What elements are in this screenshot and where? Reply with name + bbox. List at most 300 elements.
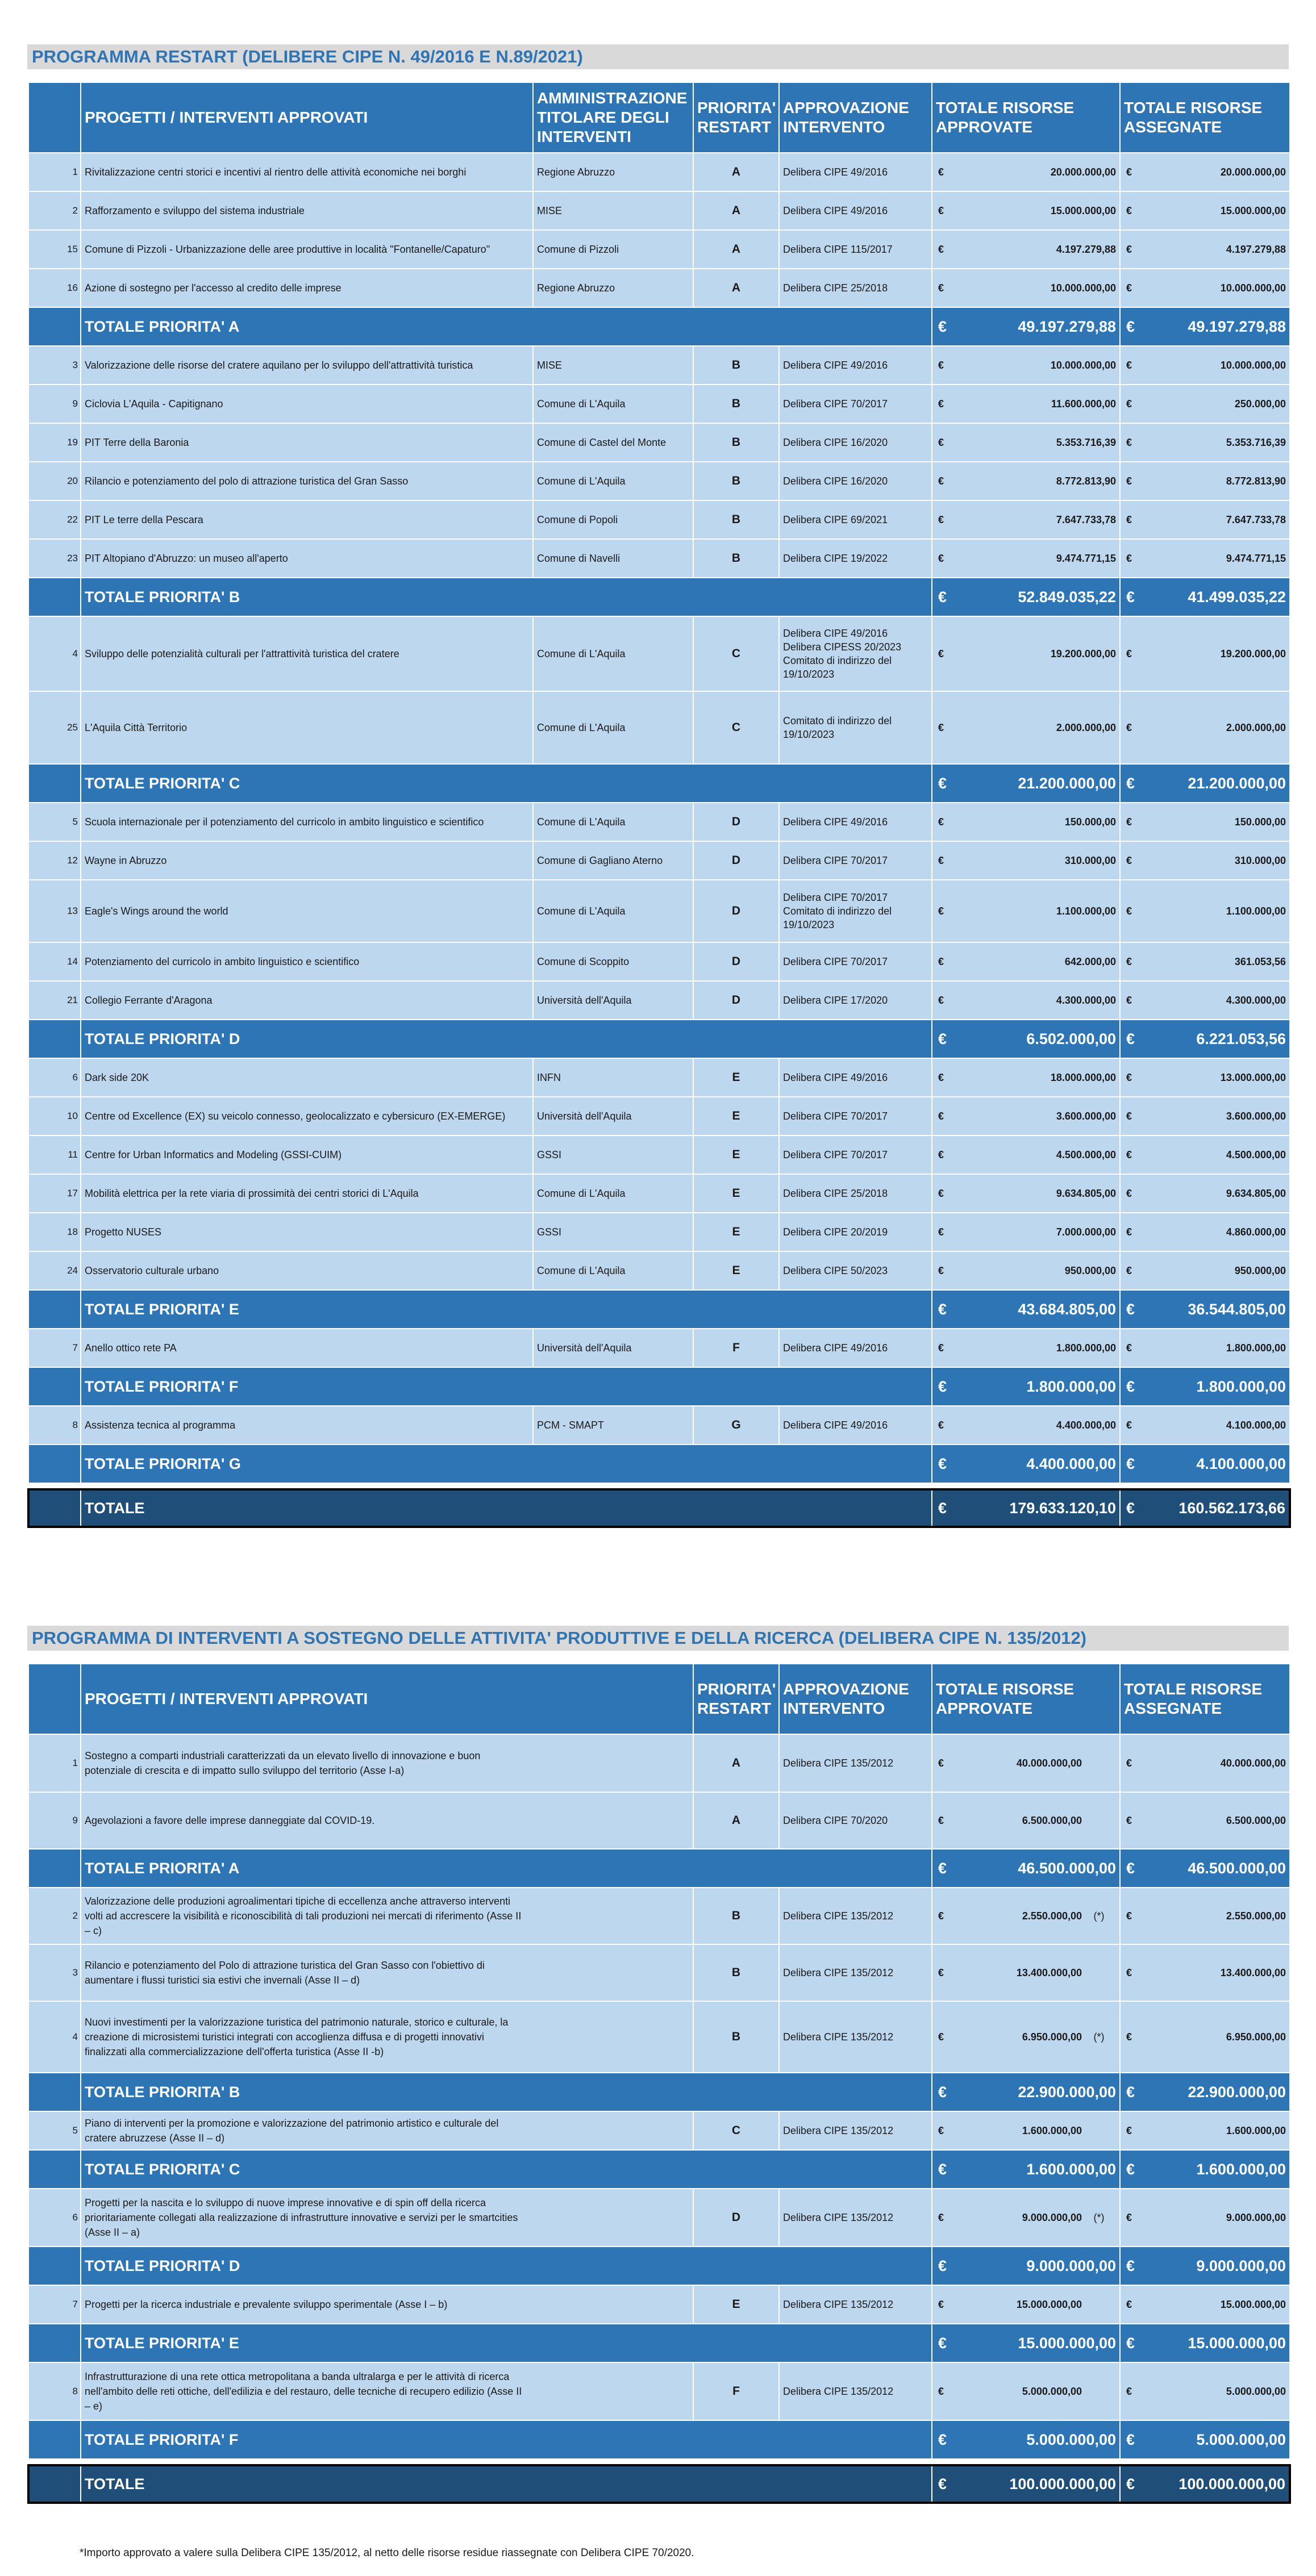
approved-cell-amount: 18.000.000,00 (1050, 1071, 1116, 1083)
approved-cell-wrap (936, 514, 1116, 526)
approved-cell-amount: 4.500.000,00 (1056, 1149, 1116, 1160)
assigned-cell (1120, 1944, 1290, 2001)
total-assigned-cell-wrap (1124, 588, 1286, 606)
total-approved-cell (932, 1444, 1120, 1483)
currency-symbol: € (938, 398, 944, 410)
assigned-cell-value-group (1226, 1342, 1286, 1354)
assigned-cell-value-group (1226, 995, 1286, 1007)
table-row (28, 803, 1290, 841)
assigned-cell-amount: 5.000.000,00 (1226, 2385, 1286, 2397)
currency-symbol: € (938, 1967, 944, 1978)
priority-code: C (693, 691, 779, 764)
currency-symbol: € (1126, 1967, 1132, 1978)
total-approved-cell-amount: 9.000.000,00 (1026, 2257, 1116, 2274)
row-number: 17 (28, 1174, 81, 1213)
grand-total-assigned-wrap (1124, 1500, 1285, 1517)
approved-cell-wrap (936, 1910, 1116, 1922)
currency-symbol: € (938, 2431, 947, 2448)
admin-name: Comune di L'Aquila (533, 616, 693, 691)
table-row (28, 1058, 1290, 1097)
approved-cell-value-group (1022, 1910, 1116, 1922)
total-approved-cell-value-group (1026, 2161, 1116, 2178)
table-row (28, 539, 1290, 578)
assigned-cell-wrap (1124, 648, 1286, 660)
priority-total-label: TOTALE PRIORITA' E (81, 2324, 932, 2362)
assigned-cell-value-group (1226, 244, 1286, 256)
total-approved-cell (932, 578, 1120, 616)
admin-name: Comune di L'Aquila (533, 1251, 693, 1290)
priority-code: A (693, 1734, 779, 1792)
productive-table (27, 1663, 1291, 2504)
approved-cell-amount: 310.000,00 (1064, 854, 1116, 866)
approved-cell (932, 462, 1120, 500)
table-row (28, 1406, 1290, 1444)
assigned-cell (1120, 841, 1290, 880)
grand-total-assigned-value-group (1178, 1500, 1285, 1517)
priority-total-label: TOTALE PRIORITA' E (81, 1290, 932, 1329)
row-number: 24 (28, 1251, 81, 1290)
currency-symbol: € (938, 1859, 947, 1877)
row-number: 8 (28, 2362, 81, 2420)
approved-cell-amount: 4.197.279,88 (1056, 243, 1116, 255)
total-assigned-cell-amount: 1.600.000,00 (1196, 2160, 1286, 2178)
approved-cell (932, 500, 1120, 539)
approved-cell-value-group (1051, 398, 1116, 410)
program-restart (27, 44, 1289, 1528)
assigned-cell-amount: 10.000.000,00 (1220, 359, 1286, 371)
grand-total-approved-wrap (936, 1500, 1116, 1517)
currency-symbol: € (938, 2334, 947, 2352)
assigned-cell-wrap (1124, 1188, 1286, 1200)
total-approved-cell (932, 2420, 1120, 2459)
currency-symbol: € (938, 2160, 947, 2178)
assigned-cell-value-group (1235, 855, 1286, 867)
approved-cell-wrap (936, 1188, 1116, 1200)
approved-cell-amount: 9.634.805,00 (1056, 1187, 1116, 1199)
approved-cell-value-group (1051, 648, 1116, 660)
approved-cell-amount: 20.000.000,00 (1050, 166, 1116, 178)
currency-symbol: € (938, 905, 944, 917)
priority-code: E (693, 2285, 779, 2324)
currency-symbol: € (1126, 513, 1132, 525)
total-approved-cell-amount: 52.849.035,22 (1018, 588, 1116, 606)
currency-symbol: € (1126, 398, 1132, 410)
approved-cell (932, 803, 1120, 841)
approved-cell-value-group (1022, 2386, 1116, 2398)
row-number: 9 (28, 385, 81, 423)
currency-symbol: € (1126, 2431, 1135, 2448)
approved-cell (932, 1944, 1120, 2001)
assigned-cell-value-group (1221, 205, 1286, 217)
grand-total-row (28, 2465, 1290, 2503)
priority-total-row (28, 764, 1290, 803)
table-row (28, 2362, 1290, 2420)
assigned-cell-amount: 9.634.805,00 (1226, 1187, 1286, 1199)
admin-name: Comune di Popoli (533, 500, 693, 539)
currency-symbol: € (1126, 166, 1132, 178)
assigned-cell-wrap (1124, 855, 1286, 867)
approved-cell-wrap (936, 1757, 1116, 1769)
assigned-cell (1120, 616, 1290, 691)
approval-ref: Delibera CIPE 135/2012 (779, 1888, 932, 1944)
assigned-cell-wrap (1124, 360, 1286, 371)
total-approved-cell-amount: 15.000.000,00 (1018, 2334, 1116, 2352)
program-restart-title: PROGRAMMA RESTART (DELIBERE CIPE N. 49/2016 E N.89/2021) (27, 44, 1289, 69)
project-name: Dark side 20K (81, 1058, 533, 1097)
approved-cell (932, 269, 1120, 307)
assigned-cell-value-group (1226, 905, 1286, 917)
currency-symbol: € (1126, 243, 1132, 255)
assigned-cell (1120, 1792, 1290, 1849)
table-row (28, 1329, 1290, 1367)
currency-symbol: € (938, 1149, 944, 1160)
total-approved-cell (932, 1290, 1120, 1329)
currency-symbol: € (938, 2298, 944, 2310)
header-approved: TOTALE RISORSE APPROVATE (932, 1664, 1120, 1734)
total-assigned-cell-amount: 22.900.000,00 (1188, 2083, 1286, 2101)
assigned-cell-wrap (1124, 2125, 1286, 2137)
total-spacer (28, 764, 81, 803)
assigned-cell-value-group (1226, 2031, 1286, 2043)
currency-symbol: € (938, 2083, 947, 2101)
approved-cell-value-group (1056, 553, 1116, 565)
approved-cell (932, 1251, 1120, 1290)
currency-symbol: € (1126, 2298, 1132, 2310)
approved-cell-amount: 2.550.000,00 (1022, 1910, 1082, 1922)
total-approved-cell-wrap (936, 1378, 1116, 1396)
total-approved-cell-wrap (936, 775, 1116, 792)
priority-total-label: TOTALE PRIORITA' D (81, 1020, 932, 1058)
assigned-cell-wrap (1124, 1419, 1286, 1431)
assigned-cell (1120, 500, 1290, 539)
grand-total-label: TOTALE (81, 2465, 932, 2503)
priority-code: F (693, 2362, 779, 2420)
admin-name: Comune di L'Aquila (533, 462, 693, 500)
approved-cell-value-group (1056, 905, 1116, 917)
approval-ref: Delibera CIPE 115/2017 (779, 230, 932, 269)
assigned-cell-wrap (1124, 816, 1286, 828)
assigned-cell-value-group (1221, 360, 1286, 371)
footnote-marker: (*) (1093, 2211, 1105, 2223)
project-name: Assistenza tecnica al programma (81, 1406, 533, 1444)
priority-code: A (693, 269, 779, 307)
total-spacer (28, 2324, 81, 2362)
currency-symbol: € (938, 1264, 944, 1276)
table-row (28, 1734, 1290, 1792)
admin-name: Comune di L'Aquila (533, 385, 693, 423)
row-number: 7 (28, 2285, 81, 2324)
assigned-cell-wrap (1124, 1110, 1286, 1122)
grand-total-assigned-wrap (1124, 2475, 1285, 2493)
currency-symbol: € (938, 721, 944, 733)
priority-total-row (28, 578, 1290, 616)
total-assigned-cell-amount: 41.499.035,22 (1188, 588, 1286, 606)
total-assigned-cell-value-group (1188, 775, 1286, 792)
currency-symbol: € (938, 816, 944, 828)
approved-cell-wrap (936, 1072, 1116, 1084)
currency-symbol: € (1126, 1071, 1132, 1083)
approved-cell-amount: 2.000.000,00 (1056, 721, 1116, 733)
currency-symbol: € (938, 2211, 944, 2223)
approval-ref: Delibera CIPE 135/2012 (779, 2111, 932, 2150)
total-approved-cell (932, 764, 1120, 803)
assigned-cell-amount: 9.000.000,00 (1226, 2211, 1286, 2223)
assigned-cell-wrap (1124, 1910, 1286, 1922)
total-approved-cell-amount: 46.500.000,00 (1018, 1859, 1116, 1877)
table-row (28, 423, 1290, 462)
approved-cell-wrap (936, 648, 1116, 660)
currency-symbol: € (938, 1342, 944, 1354)
approved-cell (932, 230, 1120, 269)
assigned-cell-wrap (1124, 1149, 1286, 1161)
project-name: Comune di Pizzoli - Urbanizzazione delle aree produttive in località "Fontanelle/Capaturo" (81, 230, 533, 269)
currency-symbol: € (1126, 2211, 1132, 2223)
assigned-cell (1120, 1135, 1290, 1174)
currency-symbol: € (1126, 1757, 1132, 1769)
total-assigned-cell (1120, 764, 1290, 803)
assigned-cell-value-group (1226, 2386, 1286, 2398)
row-number: 1 (28, 1734, 81, 1792)
total-assigned-cell (1120, 1444, 1290, 1483)
total-approved-cell-wrap (936, 2161, 1116, 2178)
admin-name: PCM - SMAPT (533, 1406, 693, 1444)
approval-ref: Delibera CIPE 16/2020 (779, 462, 932, 500)
row-number: 4 (28, 616, 81, 691)
approved-cell-value-group (1051, 1072, 1116, 1084)
total-approved-cell-amount: 21.200.000,00 (1018, 774, 1116, 792)
assigned-cell (1120, 1329, 1290, 1367)
assigned-cell (1120, 1174, 1290, 1213)
approved-cell-value-group (1022, 2031, 1116, 2043)
total-approved-cell (932, 2073, 1120, 2111)
assigned-cell-value-group (1226, 1226, 1286, 1238)
assigned-cell (1120, 880, 1290, 942)
assigned-cell-value-group (1221, 282, 1286, 294)
approved-cell (932, 1792, 1120, 1849)
assigned-cell-wrap (1124, 956, 1286, 968)
total-assigned-cell-value-group (1196, 1030, 1286, 1048)
table-row (28, 1944, 1290, 2001)
approved-cell-amount: 9.000.000,00 (1022, 2211, 1082, 2223)
currency-symbol: € (1126, 1455, 1135, 1472)
currency-symbol: € (938, 1377, 947, 1395)
footnote: *Importo approvato a valere sulla Delibera CIPE 135/2012, al netto delle risorse residue riassegnate con Delibera CIPE 70/2020. (80, 2547, 694, 2559)
header-number (28, 82, 81, 153)
total-approved-cell-amount: 49.197.279,88 (1018, 318, 1116, 335)
approved-cell-value-group (1056, 1342, 1116, 1354)
currency-symbol: € (938, 2031, 944, 2043)
project-name: Wayne in Abruzzo (81, 841, 533, 880)
approved-cell-value-group (1056, 514, 1116, 526)
approved-cell (932, 942, 1120, 981)
total-assigned-cell-wrap (1124, 1378, 1286, 1396)
approved-cell-amount: 4.400.000,00 (1056, 1419, 1116, 1431)
header-assigned: TOTALE RISORSE ASSEGNATE (1120, 82, 1290, 153)
assigned-cell (1120, 539, 1290, 578)
approved-cell (932, 1734, 1120, 1792)
admin-name: Università dell'Aquila (533, 981, 693, 1020)
total-assigned-cell-amount: 15.000.000,00 (1188, 2334, 1286, 2352)
total-spacer (28, 2150, 81, 2189)
assigned-cell-value-group (1235, 956, 1286, 968)
header-project: PROGETTI / INTERVENTI APPROVATI (81, 1664, 693, 1734)
header-approval: APPROVAZIONE INTERVENTO (779, 1664, 932, 1734)
admin-name: Comune di Navelli (533, 539, 693, 578)
assigned-cell-amount: 20.000.000,00 (1220, 166, 1286, 178)
approval-ref: Delibera CIPE 25/2018 (779, 269, 932, 307)
approved-cell-amount: 40.000.000,00 (1016, 1757, 1082, 1769)
project-name: Ciclovia L'Aquila - Capitignano (81, 385, 533, 423)
table-row (28, 1792, 1290, 1849)
admin-name: Università dell'Aquila (533, 1097, 693, 1135)
total-assigned-cell-amount: 49.197.279,88 (1188, 318, 1286, 335)
total-spacer (28, 307, 81, 346)
assigned-cell (1120, 153, 1290, 191)
approved-cell-amount: 8.772.813,90 (1056, 475, 1116, 487)
approved-cell-wrap (936, 1226, 1116, 1238)
total-approved-cell-wrap (936, 2084, 1116, 2101)
currency-symbol: € (938, 1187, 944, 1199)
approved-cell (932, 1888, 1120, 1944)
assigned-cell-value-group (1226, 514, 1286, 526)
total-approved-cell-wrap (936, 2335, 1116, 2352)
total-approved-cell-amount: 43.684.805,00 (1018, 1300, 1116, 1318)
assigned-cell-value-group (1226, 553, 1286, 565)
total-approved-cell-wrap (936, 588, 1116, 606)
assigned-cell-value-group (1235, 1265, 1286, 1277)
assigned-cell (1120, 423, 1290, 462)
project-name: Rilancio e potenziamento del polo di attrazione turistica del Gran Sasso (81, 462, 533, 500)
total-approved-cell-amount: 1.800.000,00 (1026, 1377, 1116, 1395)
assigned-cell (1120, 1097, 1290, 1135)
approval-ref: Delibera CIPE 49/2016 (779, 153, 932, 191)
assigned-cell-wrap (1124, 2212, 1286, 2224)
row-number: 5 (28, 803, 81, 841)
approval-ref: Delibera CIPE 70/2017 (779, 942, 932, 981)
total-approved-cell-value-group (1018, 588, 1116, 606)
row-number: 19 (28, 423, 81, 462)
total-assigned-cell-amount: 5.000.000,00 (1196, 2431, 1286, 2448)
currency-symbol: € (938, 2475, 947, 2493)
assigned-cell-amount: 9.474.771,15 (1226, 552, 1286, 564)
restart-table (27, 82, 1291, 1528)
approved-cell-value-group (1056, 1188, 1116, 1200)
row-number: 20 (28, 462, 81, 500)
priority-code: A (693, 1792, 779, 1849)
total-spacer (28, 1290, 81, 1329)
currency-symbol: € (1126, 1342, 1132, 1354)
currency-symbol: € (1126, 2475, 1135, 2493)
currency-symbol: € (1126, 1149, 1132, 1160)
assigned-cell-wrap (1124, 1967, 1286, 1979)
currency-symbol: € (1126, 1499, 1135, 1517)
assigned-cell (1120, 1251, 1290, 1290)
project-name: Anello ottico rete PA (81, 1329, 533, 1367)
grand-total-approved-wrap (936, 2475, 1116, 2493)
approved-cell-value-group (1065, 816, 1116, 828)
approved-cell-value-group (1017, 1757, 1116, 1769)
assigned-cell-wrap (1124, 1815, 1286, 1827)
table-row (28, 1097, 1290, 1135)
assigned-cell-amount: 15.000.000,00 (1220, 2298, 1286, 2310)
assigned-cell-amount: 15.000.000,00 (1220, 204, 1286, 216)
assigned-cell-amount: 6.500.000,00 (1226, 1814, 1286, 1826)
approval-ref: Delibera CIPE 16/2020 (779, 423, 932, 462)
approved-cell-amount: 15.000.000,00 (1016, 2298, 1082, 2310)
row-number: 25 (28, 691, 81, 764)
approved-cell (932, 1058, 1120, 1097)
approved-cell (932, 841, 1120, 880)
approved-cell (932, 385, 1120, 423)
spacer-row (28, 1483, 1290, 1489)
row-number: 18 (28, 1213, 81, 1251)
project-name: PIT Altopiano d'Abruzzo: un museo all'aperto (81, 539, 533, 578)
project-name: Progetti per la ricerca industriale e prevalente sviluppo sperimentale (Asse I – b) (81, 2285, 693, 2324)
approved-cell-value-group (1056, 437, 1116, 449)
priority-code: D (693, 803, 779, 841)
approved-cell (932, 2111, 1120, 2150)
approved-cell-amount: 11.600.000,00 (1051, 398, 1116, 410)
priority-code: D (693, 880, 779, 942)
assigned-cell-value-group (1226, 722, 1286, 734)
currency-symbol: € (938, 1071, 944, 1083)
currency-symbol: € (1126, 1300, 1135, 1318)
currency-symbol: € (938, 955, 944, 967)
total-assigned-cell-value-group (1188, 588, 1286, 606)
assigned-cell (1120, 230, 1290, 269)
currency-symbol: € (1126, 648, 1132, 659)
assigned-cell-amount: 13.400.000,00 (1220, 1967, 1286, 1978)
project-name: Mobilità elettrica per la rete viaria di prossimità dei centri storici di L'Aquila (81, 1174, 533, 1213)
approval-ref: Delibera CIPE 69/2021 (779, 500, 932, 539)
approved-cell-wrap (936, 722, 1116, 734)
row-number: 14 (28, 942, 81, 981)
approved-cell (932, 616, 1120, 691)
assigned-cell-wrap (1124, 905, 1286, 917)
approved-cell-value-group (1022, 1815, 1116, 1827)
total-approved-cell-wrap (936, 2431, 1116, 2449)
approved-cell-wrap (936, 2212, 1116, 2224)
project-name: Rivitalizzazione centri storici e incentivi al rientro delle attività economiche nei borghi (81, 153, 533, 191)
currency-symbol: € (938, 282, 944, 294)
row-number: 1 (28, 153, 81, 191)
approved-cell-wrap (936, 553, 1116, 565)
currency-symbol: € (938, 318, 947, 335)
total-assigned-cell (1120, 1367, 1290, 1406)
total-spacer (28, 2073, 81, 2111)
project-name: Progetti per la nascita e lo sviluppo di nuove imprese innovative e di spin off della ricerca prioritariamente collegati alla realizzazione di infrastrutture innovative e servizi per le smartcities (Asse II – a) (81, 2189, 693, 2247)
grand-total-approved-amount: 179.633.120,10 (1009, 1499, 1116, 1517)
currency-symbol: € (1126, 1859, 1135, 1877)
currency-symbol: € (938, 1226, 944, 1238)
approved-cell-wrap (936, 398, 1116, 410)
approved-cell-value-group (1056, 722, 1116, 734)
currency-symbol: € (938, 513, 944, 525)
approval-ref: Delibera CIPE 49/2016 (779, 803, 932, 841)
project-name: Piano di interventi per la promozione e valorizzazione del patrimonio artistico e culturale del cratere abruzzese (Asse II – d) (81, 2111, 693, 2150)
approved-cell (932, 1406, 1120, 1444)
table-row (28, 691, 1290, 764)
assigned-cell-amount: 6.950.000,00 (1226, 2031, 1286, 2043)
table-row (28, 841, 1290, 880)
priority-code: C (693, 616, 779, 691)
total-assigned-cell-wrap (1124, 1455, 1286, 1473)
admin-name: Comune di L'Aquila (533, 803, 693, 841)
approved-cell-value-group (1056, 1419, 1116, 1431)
total-spacer (28, 1020, 81, 1058)
row-number: 6 (28, 2189, 81, 2247)
admin-name: GSSI (533, 1213, 693, 1251)
